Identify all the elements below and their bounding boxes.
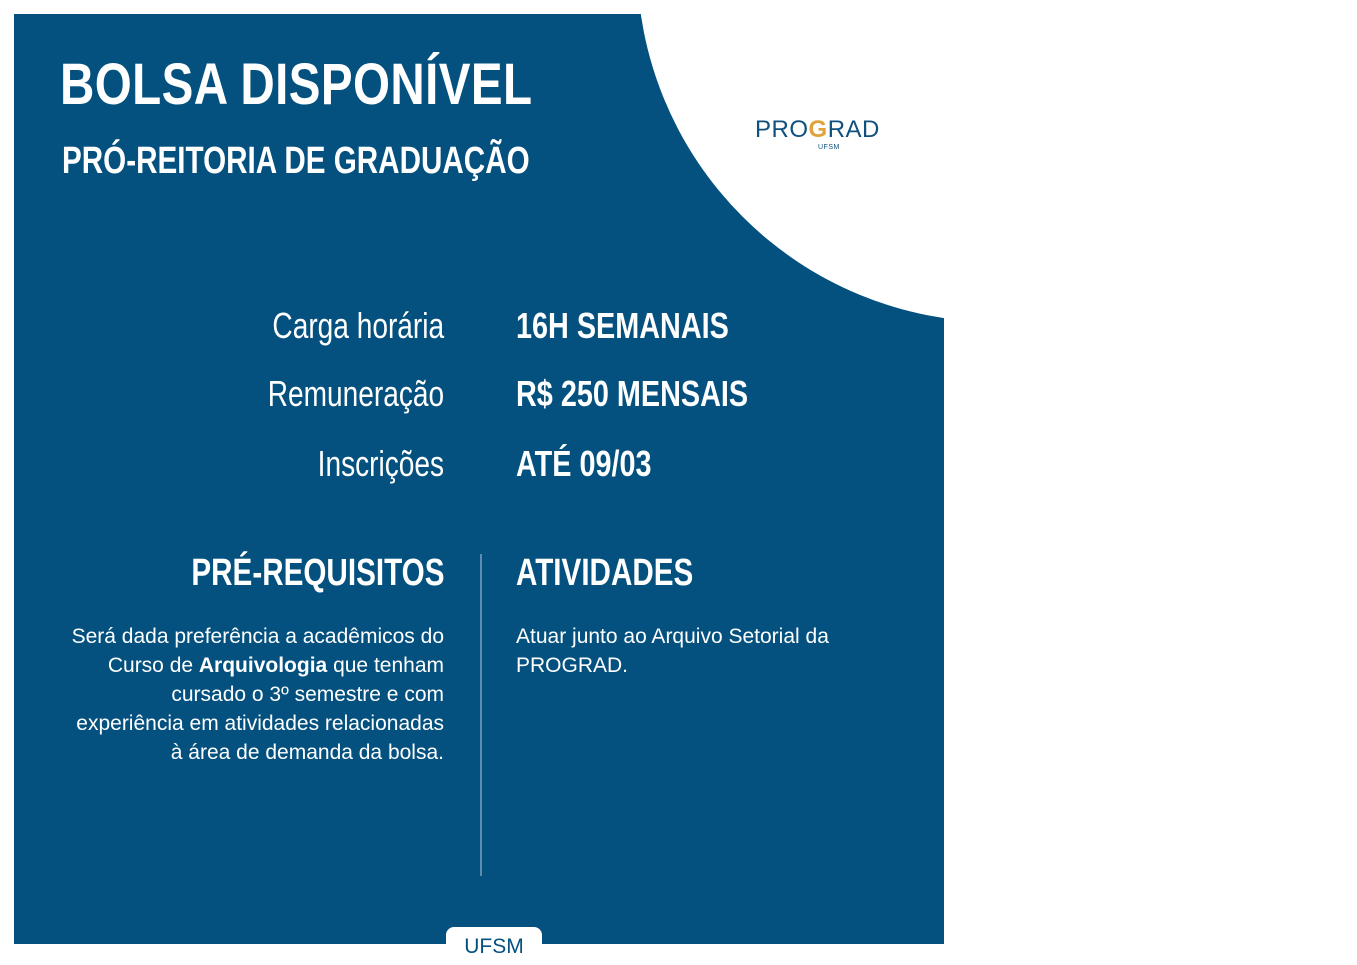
ufsm-footer-tab [446, 927, 542, 965]
info-label-carga: Carga horária [272, 305, 444, 346]
info-label-inscricoes: Inscrições [317, 443, 444, 484]
logo-text-part3: RAD [827, 116, 880, 143]
logo-g-letter: G [808, 116, 828, 143]
prerequisites-title: PRÉ-REQUISITOS [190, 552, 444, 594]
logo-text-part1: PRO [755, 116, 809, 143]
page-title: BOLSA DISPONÍVEL [60, 52, 533, 117]
prerequisites-text-bold: Arquivologia [198, 654, 328, 677]
prograd-logo [755, 116, 905, 156]
logo-text [755, 116, 880, 143]
info-label-remuneracao: Remuneração [267, 373, 444, 414]
poster [14, 14, 944, 958]
activities-title: ATIVIDADES [516, 552, 694, 594]
info-value-remuneracao: R$ 250 MENSAIS [516, 373, 749, 414]
page-subtitle: PRÓ-REITORIA DE GRADUAÇÃO [62, 140, 530, 182]
ufsm-footer-label: UFSM [464, 935, 524, 958]
prerequisites-text-after: que tenham cursado o 3º semestre e com experiência em atividades relacionadas à área de demanda da bolsa. [76, 654, 444, 764]
corner-shape [637, 0, 1357, 322]
column-divider [480, 554, 482, 876]
prerequisites-text-before: Será dada preferência a acadêmicos do Curso de [71, 625, 444, 677]
activities-text: Atuar junto ao Arquivo Setorial da PROGRAD. [516, 625, 829, 677]
info-value-carga: 16H SEMANAIS [516, 305, 729, 346]
prerequisites-text [64, 622, 444, 767]
info-value-inscricoes: ATÉ 09/03 [516, 443, 652, 484]
logo-subtext: UFSM [818, 144, 840, 151]
